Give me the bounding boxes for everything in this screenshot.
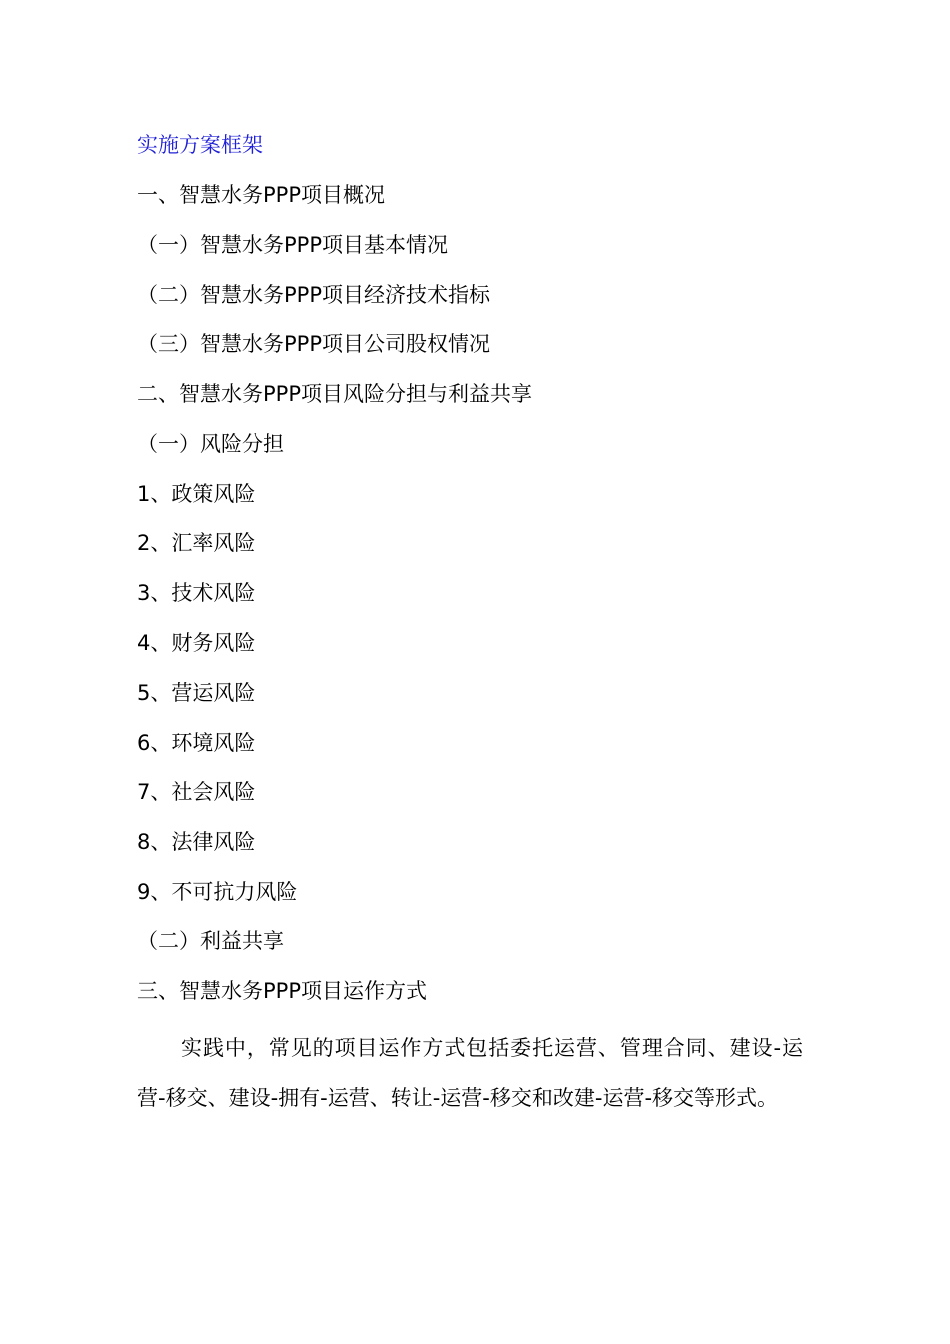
section-heading-3: 三、智慧水务PPP项目运作方式 bbox=[137, 979, 427, 1003]
section-heading-1: 一、智慧水务PPP项目概况 bbox=[137, 183, 385, 207]
list-item: 1、政策风险 bbox=[137, 482, 256, 506]
list-item: 2、汇率风险 bbox=[137, 531, 256, 555]
list-item: 8、法律风险 bbox=[137, 830, 256, 854]
list-item: 4、财务风险 bbox=[137, 631, 256, 655]
subsection-heading-2-2: （二）利益共享 bbox=[137, 929, 284, 953]
list-item: 6、环境风险 bbox=[137, 731, 256, 755]
subsection-heading-1-3: （三）智慧水务PPP项目公司股权情况 bbox=[137, 332, 490, 356]
list-item: 7、社会风险 bbox=[137, 780, 256, 804]
document-title: 实施方案框架 bbox=[137, 133, 263, 157]
list-item: 3、技术风险 bbox=[137, 581, 256, 605]
subsection-heading-1-1: （一）智慧水务PPP项目基本情况 bbox=[137, 233, 448, 257]
section-heading-2: 二、智慧水务PPP项目风险分担与利益共享 bbox=[137, 382, 532, 406]
body-paragraph: 实践中，常见的项目运作方式包括委托运营、管理合同、建设-运营-移交、建设-拥有-运营、转让-运营-移交和改建-运营-移交等形式。 bbox=[137, 1036, 803, 1110]
subsection-heading-2-1: （一）风险分担 bbox=[137, 432, 284, 456]
subsection-heading-1-2: （二）智慧水务PPP项目经济技术指标 bbox=[137, 283, 490, 307]
list-item: 5、营运风险 bbox=[137, 681, 256, 705]
list-item: 9、不可抗力风险 bbox=[137, 880, 298, 904]
